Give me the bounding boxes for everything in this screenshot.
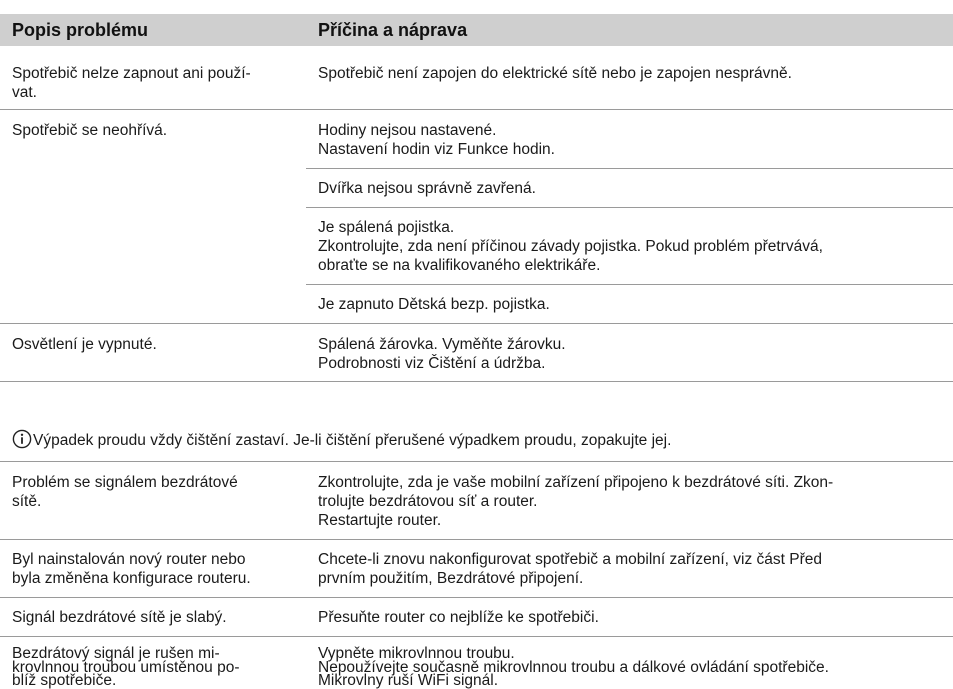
header-cause: Příčina a náprava [318, 20, 468, 40]
divider [306, 207, 953, 208]
cause-text: Spálená žárovka. Vyměňte žárovku. Podrobnosti viz Čištění a údržba. [318, 336, 566, 372]
header-problem: Popis problému [12, 20, 149, 40]
cause-text: Chcete-li znovu nakonfigurovat spotřebič a mobilní zařízení, viz část Před prvním použitím, Bezdrátové připojení. [318, 551, 822, 587]
problem-text: Osvětlení je vypnuté. [12, 336, 157, 353]
divider [306, 168, 953, 169]
divider [0, 636, 953, 637]
cause-text: Je spálená pojistka. Zkontrolujte, zda není příčinou závady pojistka. Pokud problém přetrvává, obraťte se na kvalifikovaného elektrikáře. [318, 219, 823, 274]
note-text: Výpadek proudu vždy čištění zastaví. Je-li čištění přerušené výpadkem proudu, zopakujte jej. [33, 432, 672, 449]
info-note [12, 429, 671, 452]
cause-text: Je zapnuto Dětská bezp. pojistka. [318, 296, 550, 313]
divider [0, 597, 953, 598]
cause-text: Dvířka nejsou správně zavřená. [318, 180, 536, 197]
problem-text: Spotřebič se neohřívá. [12, 122, 168, 139]
divider [0, 539, 953, 540]
divider [0, 109, 953, 110]
problem-text: Bezdrátový signál je rušen mi- krovlnnou troubou umístěnou po- blíž spotřebiče. [12, 645, 240, 689]
divider [0, 461, 953, 462]
cause-text: Spotřebič není zapojen do elektrické sítě nebo je zapojen nesprávně. [318, 65, 792, 82]
cause-text: Hodiny nejsou nastavené. Nastavení hodin viz Funkce hodin. [318, 122, 555, 158]
cause-text: Vypněte mikrovlnnou troubu. Nepoužívejte současně mikrovlnnou troubu a dálkové ovládání spotřebiče. Mikrovlny ruší WiFi signál. [318, 645, 829, 689]
info-icon [12, 429, 32, 449]
problem-text: Problém se signálem bezdrátové sítě. [12, 474, 238, 510]
table-header [0, 14, 953, 46]
cause-text: Přesuňte router co nejblíže ke spotřebiči. [318, 609, 599, 626]
problem-text: Byl nainstalován nový router nebo byla změněna konfigurace routeru. [12, 551, 251, 587]
problem-text: Signál bezdrátové sítě je slabý. [12, 609, 227, 626]
divider [0, 381, 953, 382]
divider [306, 284, 953, 285]
problem-text: Spotřebič nelze zapnout ani použí- vat. [12, 65, 251, 101]
cause-text: Zkontrolujte, zda je vaše mobilní zařízení připojeno k bezdrátové síti. Zkon- trolujte bezdrátovou síť a router. Restartujte router. [318, 474, 834, 529]
divider [0, 323, 953, 324]
